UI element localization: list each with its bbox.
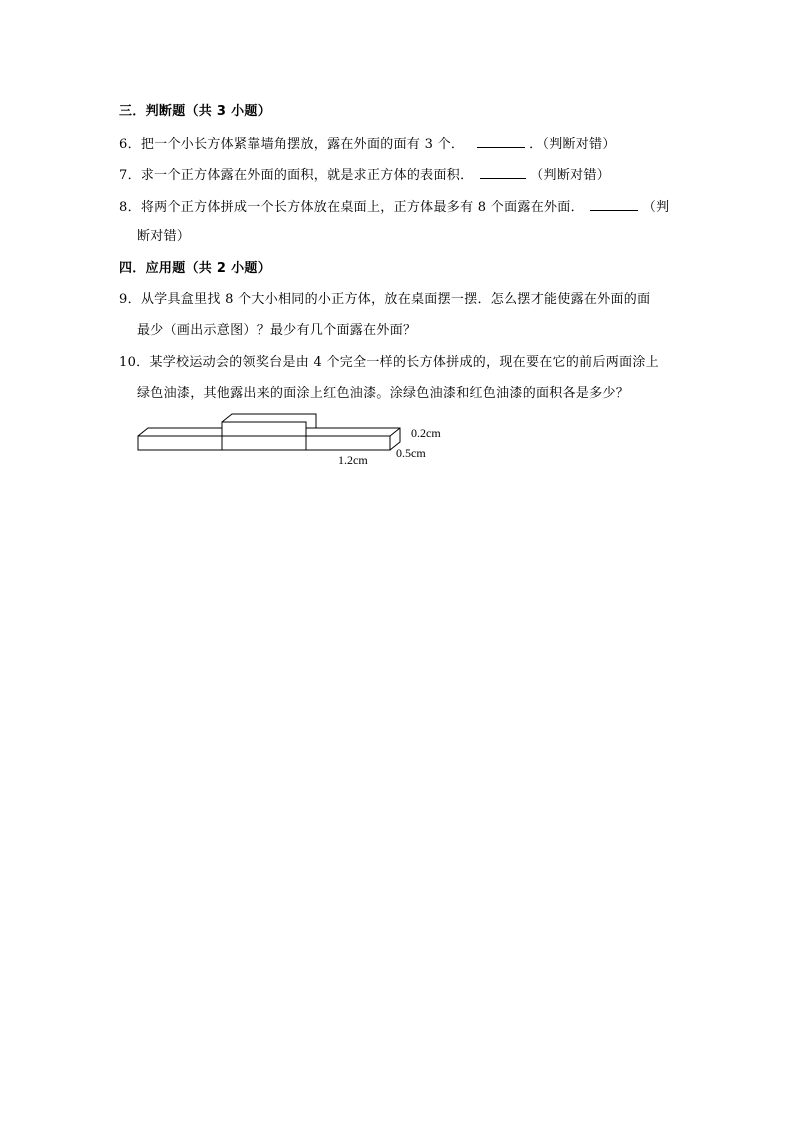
- question-10-line1: 10．某学校运动会的领奖台是由 4 个完全一样的长方体拼成的，现在要在它的前后两面涂上: [119, 355, 659, 370]
- question-8-answer-blank[interactable]: [590, 198, 638, 211]
- question-7-answer-blank[interactable]: [480, 166, 526, 179]
- label-height: 0.2cm: [411, 426, 441, 440]
- question-9-line2: 最少（画出示意图）？最少有几个面露在外面？: [137, 323, 417, 338]
- question-6-tail: ．（判断对错）: [529, 137, 616, 152]
- question-9-line1: 9．从学具盒里找 8 个大小相同的小正方体，放在桌面摆一摆．怎么摆才能使露在外面的面: [119, 292, 651, 307]
- label-length: 1.2cm: [338, 453, 368, 467]
- podium-right-front: [306, 436, 390, 450]
- section3-heading: 三．判断题（共 3 小题）: [119, 104, 271, 119]
- question-7-tail: （判断对错）: [530, 168, 611, 183]
- question-7-text: 7．求一个正方体露在外面的面积，就是求正方体的表面积．: [119, 168, 474, 183]
- podium-middle-top: [222, 414, 316, 428]
- question-8-line2: 断对错）: [137, 229, 191, 244]
- question-7: [119, 166, 610, 184]
- podium-left-front: [138, 436, 222, 450]
- question-8-tail: （判: [642, 200, 670, 215]
- podium-right-top: [306, 428, 400, 450]
- label-width: 0.5cm: [396, 446, 426, 460]
- question-6-answer-blank[interactable]: [477, 135, 525, 148]
- podium-left-top: [138, 428, 222, 436]
- question-6: [119, 135, 616, 153]
- section4-heading: 四．应用题（共 2 小题）: [119, 261, 271, 276]
- question-8-text: 8．将两个正方体拼成一个长方体放在桌面上，正方体最多有 8 个面露在外面．: [119, 200, 584, 215]
- question-6-text: 6．把一个小长方体紧靠墙角摆放，露在外面的面有 3 个．: [119, 137, 465, 152]
- question-10-line2: 绿色油漆，其他露出来的面涂上红色油漆。涂绿色油漆和红色油漆的面积各是多少？: [137, 386, 630, 401]
- podium-right-edge: [390, 428, 400, 436]
- podium-figure: [130, 408, 470, 468]
- question-8: [119, 198, 669, 216]
